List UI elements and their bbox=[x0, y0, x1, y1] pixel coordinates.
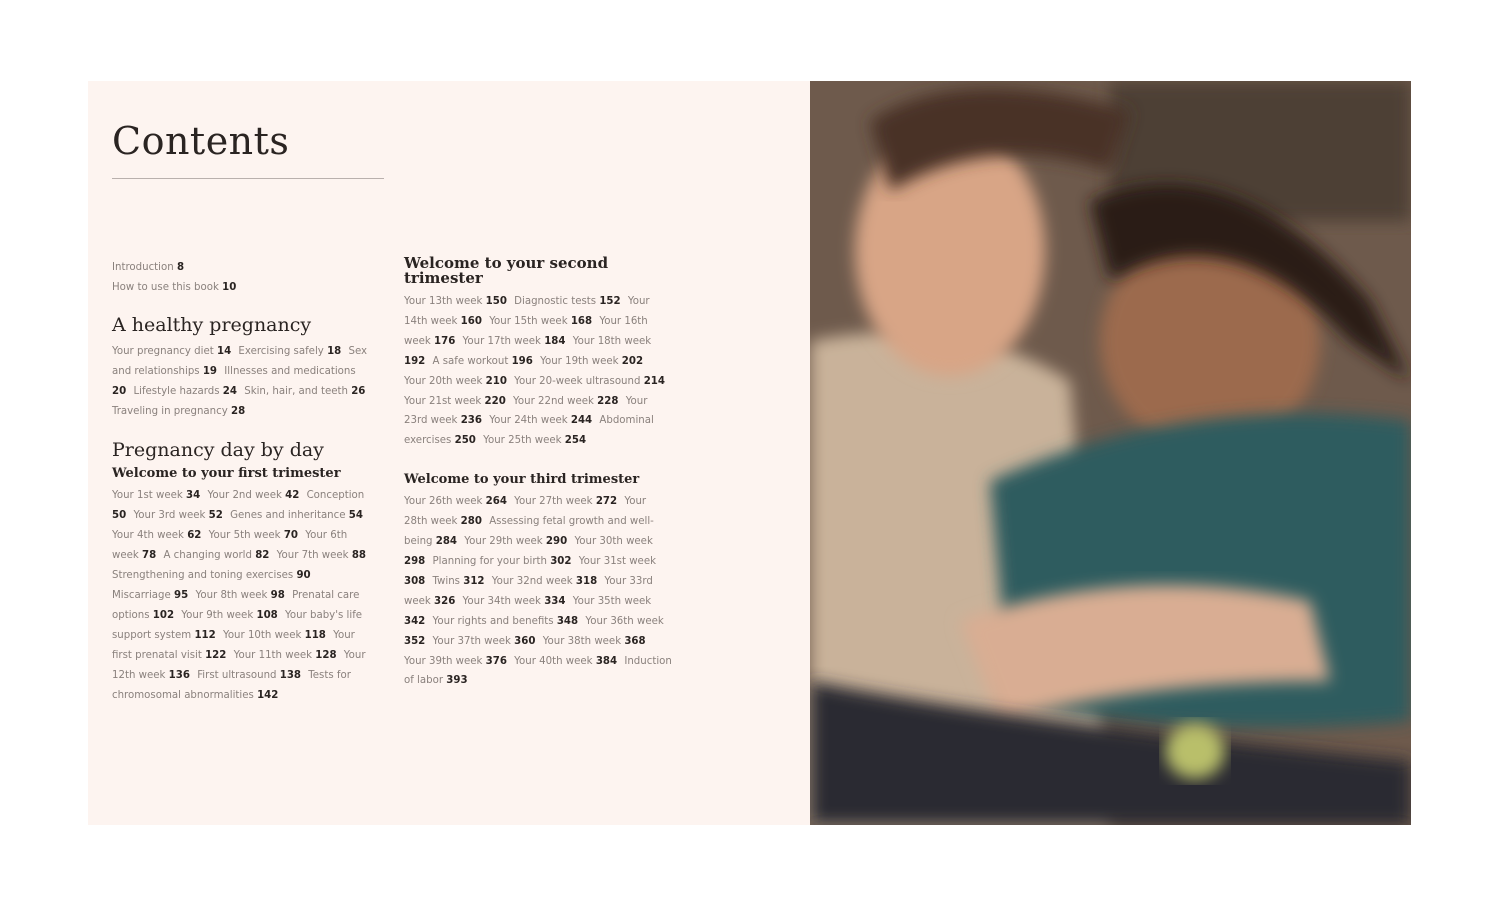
toc-entry-page-number: 334 bbox=[544, 595, 566, 607]
toc-entry-page-number: 348 bbox=[556, 615, 579, 627]
toc-entry bbox=[543, 636, 646, 647]
toc-entry-page-number: 24 bbox=[222, 385, 237, 397]
toc-entry-page-number: 326 bbox=[434, 595, 456, 607]
toc-entry-title: Your 5th week bbox=[208, 530, 281, 542]
toc-entry-page-number: 308 bbox=[404, 575, 426, 587]
toc-entry bbox=[112, 530, 201, 541]
toc-entry-page-number: 272 bbox=[595, 496, 618, 508]
toc-entry-title: Your 26th week bbox=[404, 496, 483, 508]
toc-entry-page-number: 254 bbox=[564, 435, 587, 447]
toc-entry-title: Your 10th week bbox=[222, 629, 302, 641]
toc-entry-page-number: 384 bbox=[595, 655, 618, 667]
toc-entry bbox=[112, 570, 311, 581]
toc-entry-page-number: 290 bbox=[545, 536, 568, 548]
toc-entry-page-number: 88 bbox=[351, 550, 367, 562]
toc-entry-page-number: 128 bbox=[315, 649, 337, 661]
toc-entry bbox=[112, 590, 188, 601]
toc-entry-title: Your baby's life support system bbox=[112, 609, 363, 641]
toc-entry-title: Traveling in pregnancy bbox=[112, 405, 228, 417]
toc-entry bbox=[223, 630, 326, 641]
toc-entry bbox=[181, 610, 277, 621]
toc-entry-page-number: 18 bbox=[327, 345, 342, 357]
toc-entry bbox=[404, 656, 507, 667]
toc-entry-title: Your 18th week bbox=[572, 335, 652, 347]
healthy-pregnancy-entries bbox=[112, 342, 370, 422]
toc-entry-title: Illnesses and medications bbox=[224, 365, 356, 377]
toc-entry bbox=[433, 616, 579, 627]
toc-entry-title: Your 2nd week bbox=[207, 490, 282, 502]
toc-entry-title: Your 37th week bbox=[432, 635, 511, 647]
toc-entry-page-number: 236 bbox=[460, 415, 482, 427]
toc-entry-title: Miscarriage bbox=[112, 589, 171, 601]
toc-entry-title: First ultrasound bbox=[197, 669, 277, 681]
toc-entry-title: Your 24th week bbox=[489, 415, 568, 427]
toc-entry-title: Your 38th week bbox=[542, 635, 622, 647]
toc-entry bbox=[513, 396, 618, 407]
toc-entry-title: Your 39th week bbox=[404, 655, 483, 667]
toc-entry bbox=[209, 530, 298, 541]
toc-entry-title: Exercising safely bbox=[238, 345, 324, 357]
toc-entry-title: Your 27th week bbox=[514, 496, 593, 508]
toc-entry bbox=[514, 656, 617, 667]
toc-entry bbox=[244, 386, 365, 397]
toc-entry-page-number: 220 bbox=[484, 395, 506, 407]
toc-entry-page-number: 54 bbox=[348, 510, 363, 522]
toc-entry-page-number: 52 bbox=[208, 510, 223, 522]
toc-entry bbox=[230, 510, 363, 521]
toc-entry bbox=[133, 386, 237, 397]
toc-entry bbox=[112, 490, 200, 501]
section-heading-healthy-pregnancy: A healthy pregnancy bbox=[112, 313, 312, 336]
toc-entry-title: Your 28th week bbox=[404, 496, 647, 528]
toc-entry-title: Your rights and benefits bbox=[432, 615, 554, 627]
toc-entry-title: How to use this book bbox=[112, 281, 219, 293]
toc-entry-title: Lifestyle hazards bbox=[133, 385, 220, 397]
contents-column-left bbox=[112, 258, 370, 705]
toc-entry-page-number: 376 bbox=[485, 655, 507, 667]
toc-entry-page-number: 34 bbox=[186, 490, 201, 502]
title-divider bbox=[112, 178, 384, 179]
toc-entry-title: Conception bbox=[306, 490, 365, 502]
toc-entry-title: Your 21st week bbox=[404, 395, 482, 407]
toc-entry-title: Your 4th week bbox=[112, 530, 184, 542]
toc-entry bbox=[112, 406, 245, 417]
toc-entry-title: Abdominal exercises bbox=[404, 415, 654, 447]
toc-entry-title: Tests for chromosomal abnormalities bbox=[112, 669, 351, 701]
toc-entry-page-number: 176 bbox=[434, 335, 456, 347]
toc-entry-page-number: 78 bbox=[142, 550, 157, 562]
toc-entry-page-number: 168 bbox=[570, 315, 593, 327]
toc-entry-title: Your 33rd week bbox=[404, 575, 653, 607]
toc-entry-page-number: 210 bbox=[485, 375, 507, 387]
toc-entry bbox=[514, 376, 665, 387]
second-trimester-heading: Welcome to your second trimester bbox=[404, 254, 609, 287]
toc-entry bbox=[195, 590, 284, 601]
toc-entry-page-number: 228 bbox=[597, 395, 619, 407]
toc-entry-page-number: 184 bbox=[544, 335, 566, 347]
first-trimester-heading: Welcome to your first trimester bbox=[112, 466, 341, 482]
third-trimester-heading: Welcome to your third trimester bbox=[404, 472, 640, 488]
toc-entry-title: Your 40th week bbox=[514, 655, 593, 667]
toc-entry-title: Your 1st week bbox=[112, 490, 183, 502]
toc-entry-page-number: 264 bbox=[485, 496, 507, 508]
toc-entry-page-number: 102 bbox=[152, 609, 175, 621]
toc-entry-page-number: 250 bbox=[454, 435, 476, 447]
toc-entry bbox=[112, 258, 366, 278]
toc-entry bbox=[463, 596, 566, 607]
second-trimester-entries bbox=[404, 292, 672, 451]
first-trimester-entries bbox=[112, 486, 370, 705]
toc-entry-title: Your 32nd week bbox=[491, 575, 573, 587]
toc-entry-page-number: 28 bbox=[231, 405, 246, 417]
toc-entry bbox=[404, 396, 506, 407]
toc-entry-page-number: 10 bbox=[222, 281, 237, 293]
contents-column-right bbox=[404, 256, 672, 691]
toc-entry-page-number: 312 bbox=[463, 575, 485, 587]
toc-entry-page-number: 352 bbox=[404, 635, 426, 647]
toc-entry-title: Your 20-week ultrasound bbox=[514, 375, 641, 387]
toc-entry bbox=[197, 670, 301, 681]
toc-entry bbox=[207, 490, 299, 501]
toc-entry-title: Your 30th week bbox=[574, 536, 653, 548]
toc-entry-page-number: 26 bbox=[351, 385, 366, 397]
toc-entry-page-number: 62 bbox=[187, 530, 202, 542]
toc-entry-title: Your 36th week bbox=[585, 615, 664, 627]
toc-entry-title: Sex and relationships bbox=[112, 345, 368, 377]
toc-entry-title: Your 23rd week bbox=[404, 395, 648, 427]
toc-entry-page-number: 214 bbox=[643, 375, 665, 387]
toc-entry-title: Your 17th week bbox=[462, 335, 541, 347]
toc-entry-page-number: 192 bbox=[404, 355, 426, 367]
toc-entry bbox=[404, 496, 507, 507]
toc-entry bbox=[433, 356, 533, 367]
toc-entry bbox=[463, 336, 566, 347]
toc-entry-page-number: 90 bbox=[296, 570, 311, 582]
toc-entry bbox=[234, 650, 337, 661]
toc-entry bbox=[277, 550, 366, 561]
toc-entry bbox=[404, 296, 507, 307]
toc-entry-title: Planning for your birth bbox=[432, 555, 547, 567]
toc-entry bbox=[433, 636, 536, 647]
toc-entry bbox=[514, 296, 620, 307]
toc-entry-page-number: 19 bbox=[202, 365, 218, 377]
toc-entry-page-number: 142 bbox=[257, 689, 279, 701]
toc-entry-page-number: 284 bbox=[435, 536, 458, 548]
toc-entry-title: Your 12th week bbox=[112, 649, 366, 681]
toc-entry-page-number: 70 bbox=[283, 530, 298, 542]
toc-entry-title: Your 16th week bbox=[404, 315, 648, 347]
toc-entry bbox=[514, 496, 617, 507]
toc-entry bbox=[489, 316, 592, 327]
toc-entry-title: Your 22nd week bbox=[513, 395, 594, 407]
toc-entry-page-number: 202 bbox=[621, 355, 644, 367]
toc-entry bbox=[163, 550, 269, 561]
toc-entry-page-number: 14 bbox=[216, 345, 232, 357]
toc-entry-page-number: 152 bbox=[599, 296, 621, 307]
couple-photo bbox=[810, 81, 1411, 825]
toc-entry-title: Induction of labor bbox=[404, 655, 672, 687]
toc-entry bbox=[238, 346, 341, 357]
toc-entry-title: Your 3rd week bbox=[133, 510, 206, 522]
toc-entry-page-number: 98 bbox=[270, 589, 285, 601]
toc-entry-title: Your first prenatal visit bbox=[112, 629, 355, 661]
toc-entry-title: Your 20th week bbox=[404, 375, 483, 387]
toc-entry-page-number: 82 bbox=[255, 550, 270, 562]
toc-entry-title: Your 14th week bbox=[404, 296, 650, 327]
toc-entry-title: Your 6th week bbox=[112, 530, 348, 562]
page-title: Contents bbox=[112, 119, 290, 163]
toc-entry bbox=[489, 415, 592, 426]
toc-entry-title: Introduction bbox=[112, 262, 174, 273]
toc-entry-title: Your 7th week bbox=[276, 550, 349, 562]
toc-entry-title: Your pregnancy diet bbox=[112, 345, 214, 357]
toc-entry-page-number: 160 bbox=[460, 315, 482, 327]
toc-entry-title: Your 34th week bbox=[462, 595, 541, 607]
toc-entry-title: Your 29th week bbox=[464, 536, 543, 548]
section-heading-day-by-day: Pregnancy day by day bbox=[112, 439, 324, 462]
toc-entry-title: Skin, hair, and teeth bbox=[244, 385, 348, 397]
toc-entry-page-number: 42 bbox=[285, 490, 300, 502]
toc-entry-page-number: 150 bbox=[485, 296, 507, 307]
toc-entry-title: Your 31st week bbox=[578, 555, 656, 567]
toc-entry-page-number: 318 bbox=[575, 575, 598, 587]
toc-entry-title: Your 13th week bbox=[404, 296, 483, 307]
toc-entry bbox=[483, 435, 586, 446]
toc-entry-page-number: 108 bbox=[256, 609, 278, 621]
toc-entry-title: A safe workout bbox=[432, 355, 509, 367]
toc-entry bbox=[540, 356, 643, 367]
toc-entry-page-number: 393 bbox=[446, 675, 468, 687]
toc-entry-title: A changing world bbox=[163, 550, 252, 562]
toc-entry-page-number: 8 bbox=[176, 262, 185, 273]
toc-entry-title: Your 25th week bbox=[483, 435, 562, 447]
front-matter bbox=[112, 258, 370, 298]
contents-page bbox=[88, 81, 810, 825]
toc-entry-title: Your 19th week bbox=[540, 355, 619, 367]
toc-entry bbox=[492, 576, 597, 587]
toc-entry-page-number: 196 bbox=[511, 355, 533, 367]
toc-entry-page-number: 122 bbox=[205, 649, 227, 661]
toc-entry-page-number: 244 bbox=[570, 415, 593, 427]
toc-entry-title: Diagnostic tests bbox=[514, 296, 597, 307]
third-trimester-entries bbox=[404, 492, 672, 691]
toc-entry-title: Your 9th week bbox=[181, 609, 254, 621]
toc-entry-page-number: 118 bbox=[304, 629, 326, 641]
toc-entry-page-number: 360 bbox=[514, 635, 536, 647]
couple-photo-illustration bbox=[810, 81, 1411, 825]
toc-entry bbox=[464, 536, 567, 547]
toc-entry bbox=[112, 346, 231, 357]
toc-entry bbox=[133, 510, 222, 521]
toc-entry-title: Your 11th week bbox=[233, 649, 313, 661]
toc-entry-page-number: 302 bbox=[550, 555, 572, 567]
toc-entry-page-number: 136 bbox=[168, 669, 190, 681]
toc-entry-title: Prenatal care options bbox=[112, 589, 360, 621]
toc-entry bbox=[112, 278, 366, 298]
toc-entry-title: Genes and inheritance bbox=[230, 510, 346, 522]
toc-entry-page-number: 368 bbox=[624, 635, 646, 647]
toc-entry-page-number: 50 bbox=[112, 510, 127, 522]
toc-entry bbox=[433, 576, 485, 587]
toc-entry-title: Your 15th week bbox=[489, 315, 568, 327]
toc-entry-page-number: 298 bbox=[404, 555, 426, 567]
toc-entry-title: Your 8th week bbox=[195, 589, 268, 601]
toc-entry-page-number: 112 bbox=[194, 629, 216, 641]
toc-entry-page-number: 95 bbox=[174, 589, 189, 601]
toc-entry-page-number: 280 bbox=[460, 516, 482, 528]
toc-entry-title: Your 35th week bbox=[572, 595, 652, 607]
toc-entry-page-number: 138 bbox=[279, 669, 302, 681]
toc-entry-page-number: 20 bbox=[112, 385, 127, 397]
toc-entry bbox=[404, 376, 507, 387]
toc-entry-title: Strengthening and toning exercises bbox=[112, 570, 294, 582]
toc-entry-title: Assessing fetal growth and well-being bbox=[404, 516, 654, 548]
toc-entry-page-number: 342 bbox=[404, 615, 426, 627]
toc-entry-title: Twins bbox=[432, 575, 460, 587]
toc-entry bbox=[433, 556, 572, 567]
